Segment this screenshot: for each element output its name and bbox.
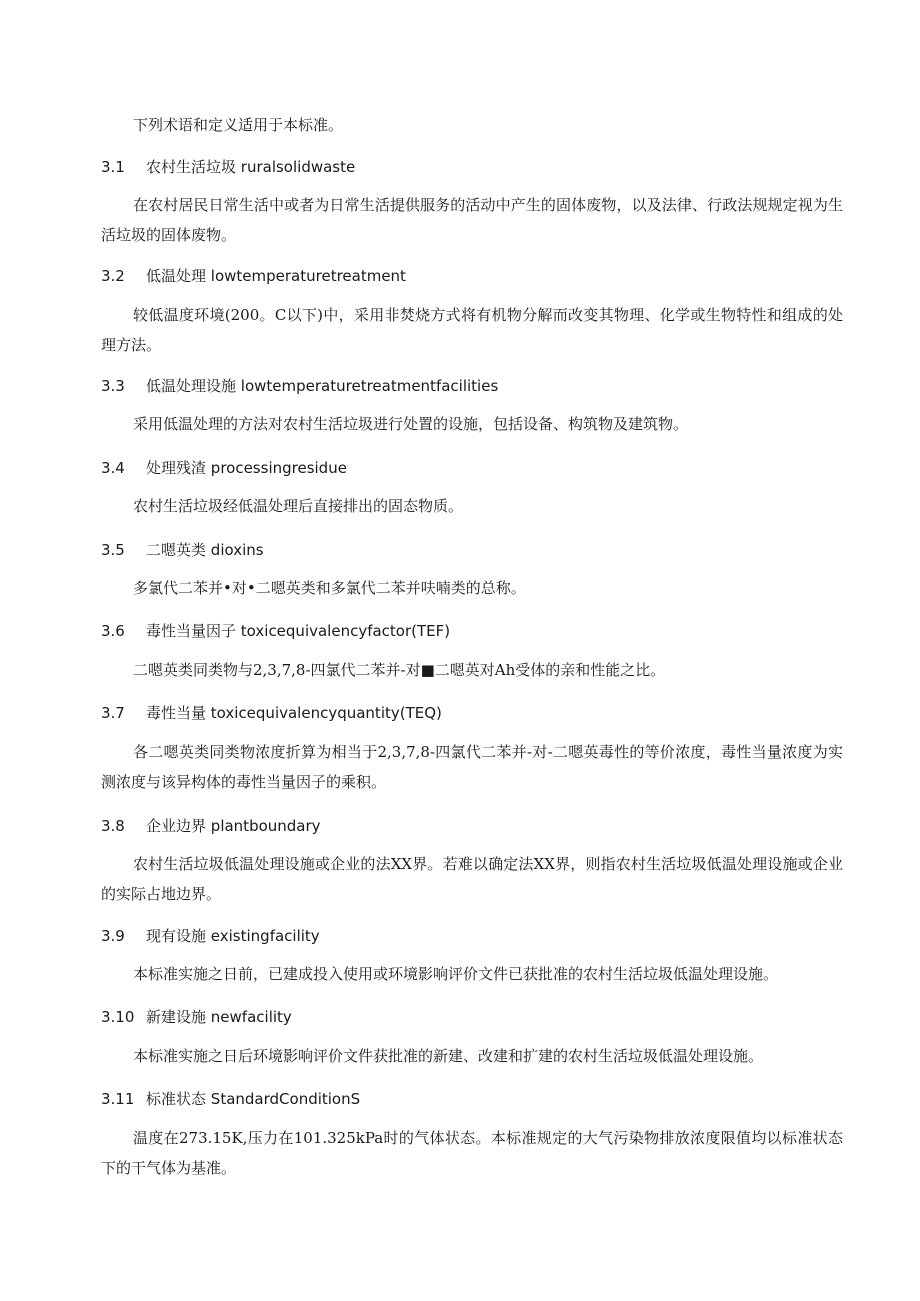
term-chinese: 标准状态 [146,1090,207,1108]
term-definition: 在农村居民日常生活中或者为日常生活提供服务的活动中产生的固体废物，以及法律、行政法规规定视为生活垃圾的固体废物。 [101,196,843,244]
term-chinese: 毒性当量因子 [146,622,237,640]
term-definition: 农村生活垃圾低温处理设施或企业的法XX界。若难以确定法XX界，则指农村生活垃圾低温处理设施或企业的实际占地边界。 [101,855,843,903]
term-heading [101,539,264,561]
term-english: toxicequivalencyfactor(TEF) [240,622,451,640]
term-heading [101,1006,292,1028]
term-heading [101,815,321,837]
term-definition: 各二嗯英类同类物浓度折算为相当于2,3,7,8-四氯代二苯并-对-二嗯英毒性的等价浓度，毒性当量浓度为实测浓度与该异构体的毒性当量因子的乘积。 [101,743,843,791]
term-chinese: 二嗯英类 [146,541,207,559]
term-definition: 温度在273.15K,压力在101.325kPa时的气体状态。本标准规定的大气污染物排放浓度限值均以标准状态下的干气体为基准。 [101,1129,843,1177]
term-chinese: 毒性当量 [146,704,207,722]
term-number: 3.6 [101,622,125,640]
term-number: 3.7 [101,704,125,722]
term-english: plantboundary [210,817,321,835]
term-english: lowtemperaturetreatment [210,267,406,285]
term-chinese: 现有设施 [146,927,207,945]
term-number: 3.1 [101,158,125,176]
term-english: StandardConditionS [210,1090,361,1108]
term-definition: 二嗯英类同类物与2,3,7,8-四氯代二苯并-对■二嗯英对Ah受体的亲和性能之比。 [133,661,666,679]
term-heading [101,620,450,642]
term-english: newfacility [210,1008,292,1026]
term-number: 3.8 [101,817,125,835]
intro-paragraph: 下列术语和定义适用于本标准。 [133,116,344,134]
term-english: dioxins [210,541,264,559]
term-heading [101,925,320,947]
term-definition: 本标准实施之日前，已建成投入使用或环境影响评价文件已获批准的农村生活垃圾低温处理设施。 [133,965,779,983]
term-definition: 较低温度环境(200。C以下)中，采用非焚烧方式将有机物分解而改变其物理、化学或生物特性和组成的处理方法。 [101,306,843,354]
term-number: 3.3 [101,377,125,395]
term-heading [101,702,442,724]
term-heading [101,375,498,397]
term-heading [101,1088,360,1110]
term-number: 3.4 [101,459,125,477]
term-chinese: 低温处理设施 [146,377,237,395]
term-english: toxicequivalencyquantity(TEQ) [210,704,442,722]
term-english: processingresidue [210,459,347,477]
term-definition: 采用低温处理的方法对农村生活垃圾进行处置的设施，包括设备、构筑物及建筑物。 [133,415,689,433]
term-chinese: 处理残渣 [146,459,207,477]
term-definition: 农村生活垃圾经低温处理后直接排出的固态物质。 [133,497,464,515]
term-heading [101,156,355,178]
term-number: 3.9 [101,927,125,945]
term-english: lowtemperaturetreatmentfacilities [240,377,499,395]
term-chinese: 低温处理 [146,267,207,285]
term-chinese: 新建设施 [146,1008,207,1026]
term-heading [101,265,406,287]
term-number: 3.11 [101,1090,135,1108]
term-heading [101,457,347,479]
term-chinese: 农村生活垃圾 [146,158,237,176]
term-english: ruralsolidwaste [240,158,356,176]
term-number: 3.2 [101,267,125,285]
term-definition: 本标准实施之日后环境影响评价文件获批准的新建、改建和扩建的农村生活垃圾低温处理设施。 [133,1047,764,1065]
term-definition: 多氯代二苯并•对•二嗯英类和多氯代二苯并呋喃类的总称。 [133,579,526,597]
term-number: 3.10 [101,1008,135,1026]
term-chinese: 企业边界 [146,817,207,835]
term-english: existingfacility [210,927,320,945]
term-number: 3.5 [101,541,125,559]
